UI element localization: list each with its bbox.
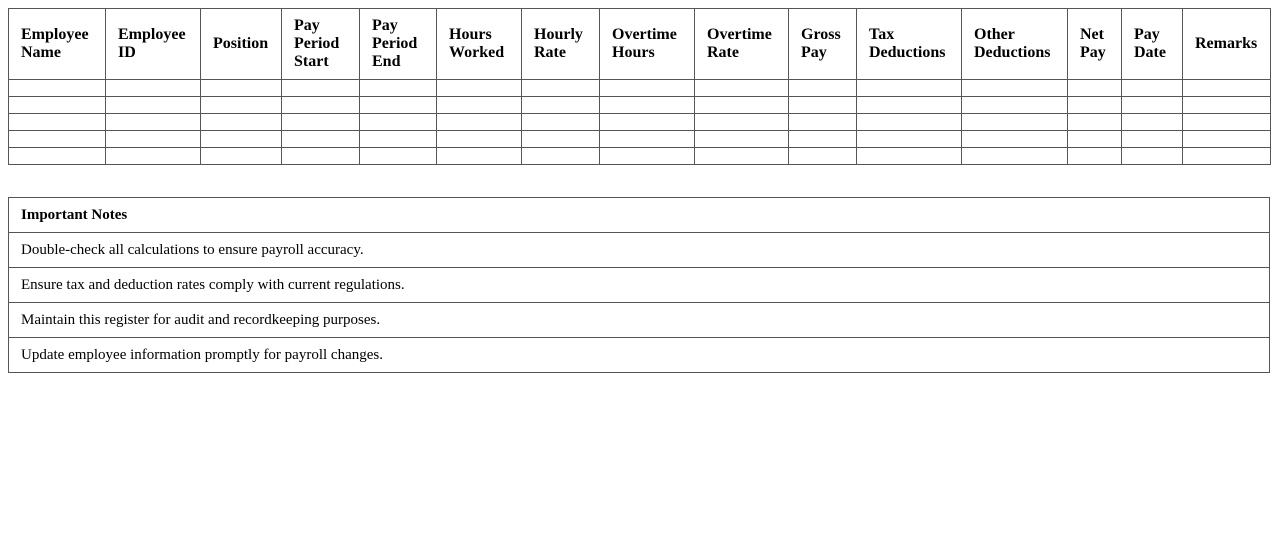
table-cell[interactable]: [360, 97, 437, 114]
table-cell[interactable]: [1068, 114, 1122, 131]
table-cell[interactable]: [962, 148, 1068, 165]
table-body: [9, 80, 1271, 165]
table-cell[interactable]: [1122, 80, 1183, 97]
table-cell[interactable]: [962, 97, 1068, 114]
table-cell[interactable]: [695, 131, 789, 148]
table-cell[interactable]: [360, 80, 437, 97]
header-pay-period-start: Pay Period Start: [282, 9, 360, 80]
table-row: [9, 80, 1271, 97]
header-tax-deductions: Tax Deductions: [857, 9, 962, 80]
table-cell[interactable]: [1183, 131, 1271, 148]
table-cell[interactable]: [282, 114, 360, 131]
table-cell[interactable]: [522, 131, 600, 148]
table-cell[interactable]: [201, 148, 282, 165]
header-other-deductions: Other Deductions: [962, 9, 1068, 80]
table-cell[interactable]: [9, 148, 106, 165]
table-cell[interactable]: [282, 148, 360, 165]
table-cell[interactable]: [1068, 131, 1122, 148]
table-cell[interactable]: [106, 148, 201, 165]
table-cell[interactable]: [9, 131, 106, 148]
header-pay-date: Pay Date: [1122, 9, 1183, 80]
table-row: [9, 97, 1271, 114]
table-cell[interactable]: [201, 131, 282, 148]
table-cell[interactable]: [857, 131, 962, 148]
table-cell[interactable]: [437, 148, 522, 165]
table-cell[interactable]: [1183, 97, 1271, 114]
header-overtime-rate: Overtime Rate: [695, 9, 789, 80]
payroll-register-table: [8, 8, 1271, 165]
table-cell[interactable]: [1122, 97, 1183, 114]
table-cell[interactable]: [962, 80, 1068, 97]
header-position: Position: [201, 9, 282, 80]
table-cell[interactable]: [857, 114, 962, 131]
header-remarks: Remarks: [1183, 9, 1271, 80]
table-cell[interactable]: [1068, 97, 1122, 114]
table-cell[interactable]: [1183, 148, 1271, 165]
table-cell[interactable]: [600, 114, 695, 131]
table-cell[interactable]: [600, 97, 695, 114]
header-overtime-hours: Overtime Hours: [600, 9, 695, 80]
table-cell[interactable]: [522, 80, 600, 97]
table-cell[interactable]: [1122, 148, 1183, 165]
table-cell[interactable]: [106, 114, 201, 131]
table-cell[interactable]: [789, 131, 857, 148]
table-cell[interactable]: [600, 148, 695, 165]
table-cell[interactable]: [437, 80, 522, 97]
table-cell[interactable]: [789, 148, 857, 165]
table-cell[interactable]: [106, 97, 201, 114]
notes-title: Important Notes: [21, 207, 128, 223]
table-cell[interactable]: [1122, 131, 1183, 148]
table-cell[interactable]: [201, 80, 282, 97]
table-cell[interactable]: [360, 114, 437, 131]
table-cell[interactable]: [1183, 80, 1271, 97]
table-cell[interactable]: [962, 114, 1068, 131]
table-cell[interactable]: [857, 80, 962, 97]
table-cell[interactable]: [857, 97, 962, 114]
header-hours-worked: Hours Worked: [437, 9, 522, 80]
table-cell[interactable]: [789, 97, 857, 114]
note-item: Ensure tax and deduction rates comply with current regulations.: [9, 267, 1269, 302]
table-cell[interactable]: [695, 148, 789, 165]
table-row: [9, 114, 1271, 131]
table-cell[interactable]: [282, 131, 360, 148]
table-cell[interactable]: [600, 80, 695, 97]
table-cell[interactable]: [1183, 114, 1271, 131]
table-cell[interactable]: [437, 131, 522, 148]
note-item: Maintain this register for audit and recordkeeping purposes.: [9, 302, 1269, 337]
table-cell[interactable]: [695, 80, 789, 97]
table-cell[interactable]: [201, 97, 282, 114]
table-cell[interactable]: [857, 148, 962, 165]
table-cell[interactable]: [9, 114, 106, 131]
table-row: [9, 131, 1271, 148]
table-cell[interactable]: [962, 131, 1068, 148]
table-cell[interactable]: [1068, 80, 1122, 97]
table-cell[interactable]: [789, 80, 857, 97]
table-cell[interactable]: [522, 97, 600, 114]
table-cell[interactable]: [600, 131, 695, 148]
table-cell[interactable]: [360, 131, 437, 148]
header-net-pay: Net Pay: [1068, 9, 1122, 80]
header-employee-name: Employee Name: [9, 9, 106, 80]
table-cell[interactable]: [282, 97, 360, 114]
header-pay-period-end: Pay Period End: [360, 9, 437, 80]
table-cell[interactable]: [106, 80, 201, 97]
table-cell[interactable]: [695, 114, 789, 131]
table-cell[interactable]: [522, 148, 600, 165]
table-cell[interactable]: [789, 114, 857, 131]
table-cell[interactable]: [437, 114, 522, 131]
table-cell[interactable]: [9, 80, 106, 97]
note-item: Update employee information promptly for payroll changes.: [9, 337, 1269, 372]
table-cell[interactable]: [360, 148, 437, 165]
table-header-row: [9, 9, 1271, 80]
table-cell[interactable]: [9, 97, 106, 114]
table-cell[interactable]: [437, 97, 522, 114]
table-cell[interactable]: [695, 97, 789, 114]
table-cell[interactable]: [106, 131, 201, 148]
header-employee-id: Employee ID: [106, 9, 201, 80]
header-hourly-rate: Hourly Rate: [522, 9, 600, 80]
table-cell[interactable]: [1068, 148, 1122, 165]
table-row: [9, 148, 1271, 165]
table-cell[interactable]: [282, 80, 360, 97]
header-gross-pay: Gross Pay: [789, 9, 857, 80]
table-cell[interactable]: [201, 114, 282, 131]
important-notes-box: [8, 197, 1270, 373]
table-cell[interactable]: [522, 114, 600, 131]
table-cell[interactable]: [1122, 114, 1183, 131]
note-item: Double-check all calculations to ensure payroll accuracy.: [9, 232, 1269, 267]
